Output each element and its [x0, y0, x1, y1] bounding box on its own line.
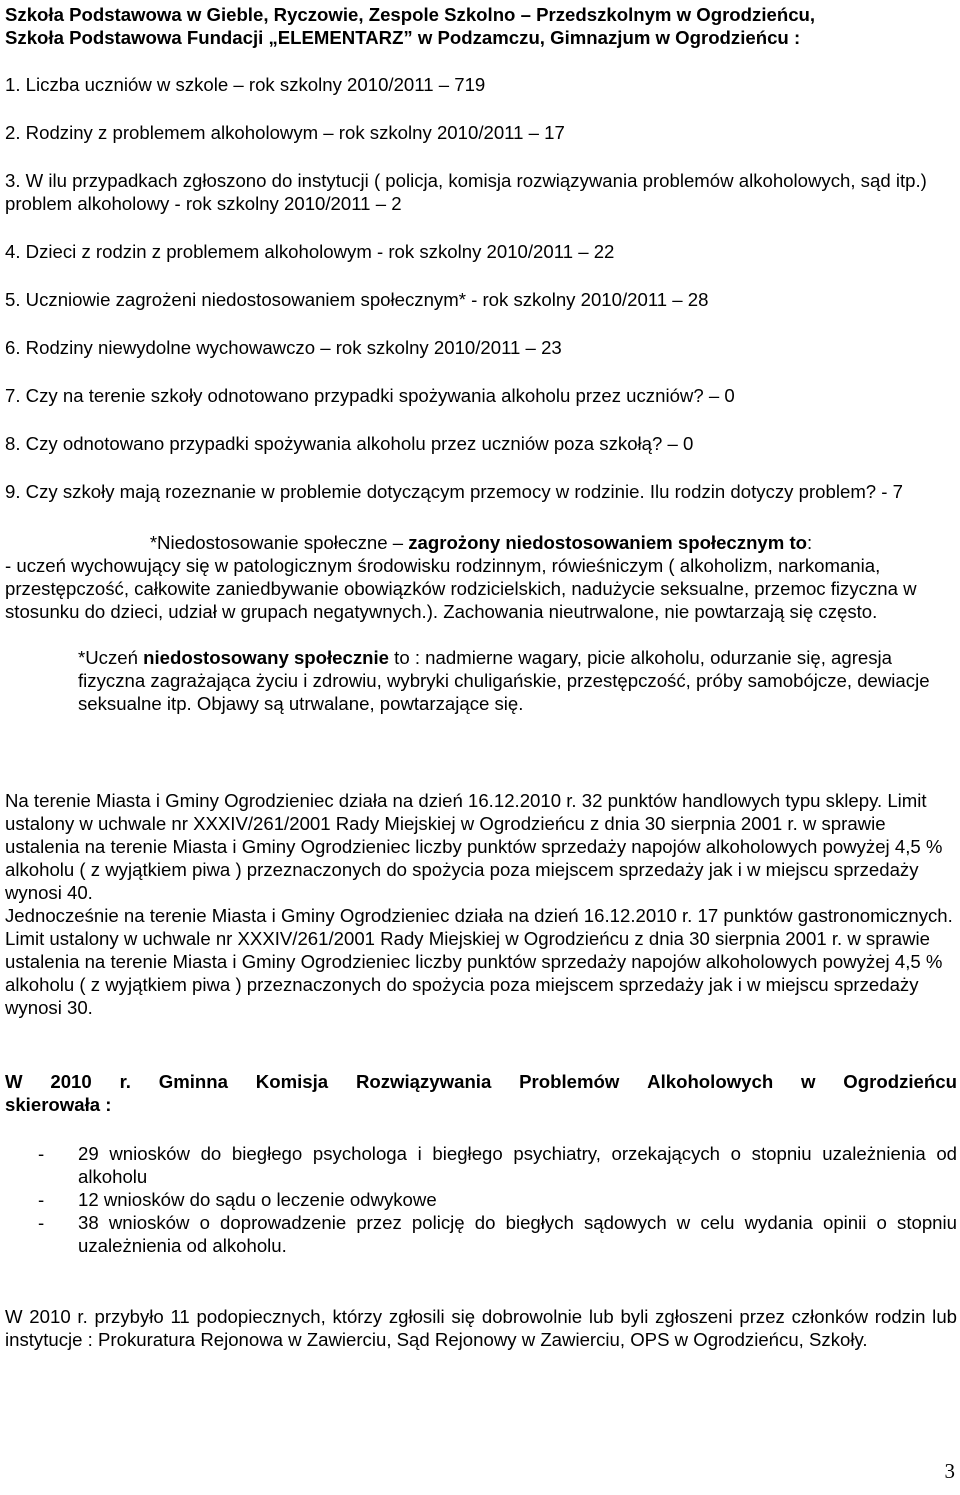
heading-word: W: [5, 1071, 23, 1092]
definition-body: - uczeń wychowujący się w patologicznym środowisku rodzinnym, rówieśniczym ( alkoholizm, narkomania, przestępczość, całkowite zaniedbywanie obowiązków rodzicielskich, nadużycie seksualne, przemoc fizyczna w stosunku do dzieci, udział w grupach negatywnych.). Zachowania nieutrwalone, nie powtarzają się często.: [5, 555, 917, 622]
header-line-1: Szkoła Podstawowa w Gieble, Ryczowie, Zespole Szkolno – Przedszkolnym w Ogrodzieńcu,: [5, 4, 816, 25]
heading-word: Rozwiązywania: [355, 1071, 492, 1092]
heading-word: Gminna: [158, 1071, 228, 1092]
heading-word: 2010: [50, 1071, 92, 1092]
heading-word: Problemów: [519, 1071, 620, 1092]
final-paragraph: W 2010 r. przybyło 11 podopiecznych, którzy zgłosili się dobrowolnie lub byli zgłoszeni przez członków rodzin lub instytucje : Prokuratura Rejonowa w Zawierciu, Sąd Rejonowy w Zawierciu, OPS w Ogrodzieńcu, Szkoły.: [5, 1306, 957, 1350]
question-item: 9. Czy szkoły mają rozeznanie w problemie dotyczącym przemocy w rodzinie. Ilu rodzin dotyczy problem? - 7: [5, 481, 904, 502]
commission-heading-line-2: skierowała :: [5, 1094, 112, 1115]
heading-word: Ogrodzieńcu: [843, 1071, 957, 1092]
list-dash: -: [38, 1143, 45, 1164]
definition2-term: niedostosowany społecznie: [143, 647, 390, 668]
question-item: 2. Rodziny z problemem alkoholowym – rok szkolny 2010/2011 – 17: [5, 122, 565, 143]
questions-list: [5, 73, 957, 503]
definition-niedostosowany: [5, 646, 957, 715]
commission-list: [5, 1142, 957, 1257]
document-header: [5, 3, 957, 49]
commission-section: [5, 1070, 957, 1116]
info-paragraph-gastronomy: Jednocześnie na terenie Miasta i Gminy Ogrodzieniec działa na dzień 16.12.2010 r. 17 punktów gastronomicznych. Limit ustalony w uchwale nr XXXIV/261/2001 Rady Miejskiej w Ogrodzieńcu z dnia 30 sierpnia 2001 r. w sprawie ustalenia na terenie Miasta i Gminy Ogrodzieniec liczby punktów sprzedaży napojów alkoholowych powyżej 4,5 % alkoholu ( z wyjątkiem piwa ) przeznaczonych do spożycia poza miejscem sprzedaży jak i w miejscu sprzedaży wynosi 30.: [5, 905, 953, 1018]
definition-intro: *Niedostosowanie społeczne –: [149, 532, 409, 553]
list-text: 29 wniosków do biegłego psychologa i biegłego psychiatry, orzekających o stopniu uzależnienia od alkoholu: [78, 1143, 957, 1187]
list-item: [5, 1188, 957, 1211]
question-item: 3. W ilu przypadkach zgłoszono do instytucji ( policja, komisja rozwiązywania problemów alkoholowych, sąd itp.) problem alkoholowy - rok szkolny 2010/2011 – 2: [5, 170, 927, 214]
definition-colon: :: [807, 532, 813, 553]
list-item: [5, 1142, 957, 1188]
heading-word: r.: [119, 1071, 131, 1092]
question-item: 5. Uczniowie zagrożeni niedostosowaniem społecznym* - rok szkolny 2010/2011 – 28: [5, 289, 709, 310]
heading-word: w: [801, 1071, 816, 1092]
info-paragraph-shops: Na terenie Miasta i Gminy Ogrodzieniec działa na dzień 16.12.2010 r. 32 punktów handlowych typu sklepy. Limit ustalony w uchwale nr XXXIV/261/2001 Rady Miejskiej w Ogrodzieńcu z dnia 30 sierpnia 2001 r. w sprawie ustalenia na terenie Miasta i Gminy Ogrodzieniec liczby punktów sprzedaży napojów alkoholowych powyżej 4,5 % alkoholu ( z wyjątkiem piwa ) przeznaczonych do spożycia poza miejscem sprzedaży jak i w miejscu sprzedaży wynosi 40.: [5, 790, 943, 903]
heading-word: Alkoholowych: [647, 1071, 774, 1092]
definition-niedostosowanie: [5, 531, 957, 623]
question-item: 8. Czy odnotowano przypadki spożywania alkoholu przez uczniów poza szkołą? – 0: [5, 433, 694, 454]
commission-heading: [5, 1070, 957, 1093]
question-item: 4. Dzieci z rodzin z problemem alkoholowym - rok szkolny 2010/2011 – 22: [5, 241, 615, 262]
list-dash: -: [38, 1212, 45, 1233]
list-text: 38 wniosków o doprowadzenie przez policję do biegłych sądowych w celu wydania opinii o stopniu uzależnienia od alkoholu.: [78, 1212, 957, 1256]
definition-heading: [5, 531, 957, 554]
sales-points-info: [5, 789, 957, 1019]
document-page: [5, 0, 957, 1351]
header-line-2: Szkoła Podstawowa Fundacji „ELEMENTARZ” w Podzamczu, Gimnazjum w Ogrodzieńcu :: [5, 27, 801, 48]
question-item: 7. Czy na terenie szkoły odnotowano przypadki spożywania alkoholu przez uczniów? – 0: [5, 385, 735, 406]
heading-word: Komisja: [255, 1071, 329, 1092]
list-text: 12 wniosków do sądu o leczenie odwykowe: [78, 1189, 437, 1210]
question-item: 1. Liczba uczniów w szkole – rok szkolny 2010/2011 – 719: [5, 74, 486, 95]
definition-term: zagrożony niedostosowaniem społecznym to: [408, 532, 808, 553]
list-dash: -: [38, 1189, 45, 1210]
list-item: [5, 1211, 957, 1257]
definition2-body-start: to : nadmierne wagary, picie alkoholu, odurzanie się, agresja fizyczna zagrażająca życiu i zdrowiu, wybryki chuligańskie, przestępczość, próby samobójcze, dewiacje seksualne itp. Objawy są utrwalane, powtarzające się.: [78, 647, 930, 714]
question-item: 6. Rodziny niewydolne wychowawczo – rok szkolny 2010/2011 – 23: [5, 337, 562, 358]
definition2-intro: *Uczeń: [78, 647, 144, 668]
page-number: 3: [944, 1459, 955, 1483]
